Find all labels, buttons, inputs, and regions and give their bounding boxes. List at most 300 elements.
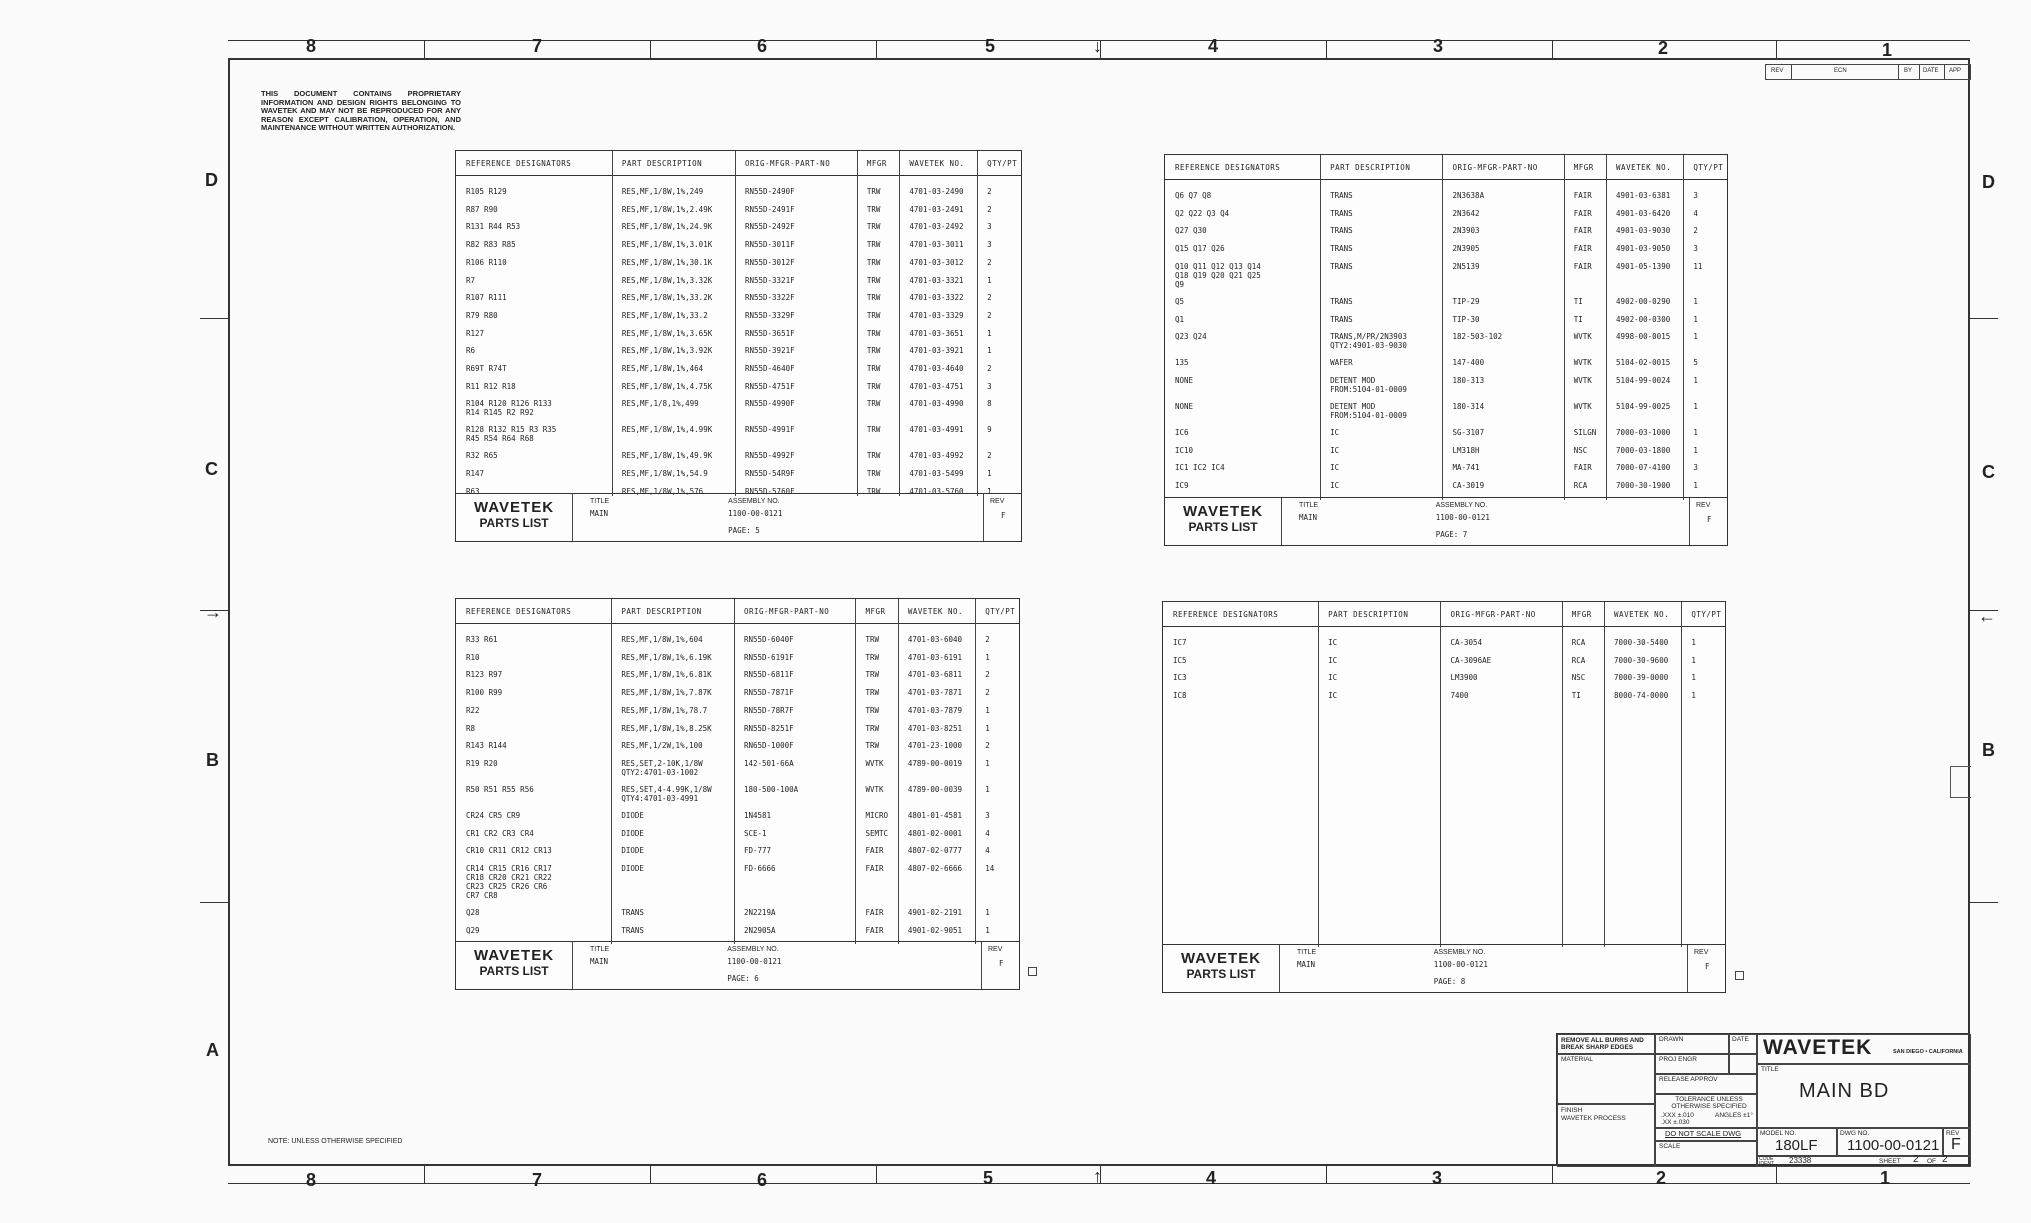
table-cell: 5 [1693,358,1698,368]
tolerance-xxx: .XXX ±.010 [1661,1112,1694,1119]
table-cell: 4701-03-3321 [909,275,964,285]
table-cell: TRANS [1330,191,1353,200]
table-cell: TRANS [1330,314,1353,324]
table-cell: SCE-1 [743,828,767,838]
code-ident-label: CODE IDENT [1759,1156,1774,1167]
table-cell: 4901-02-9051 [907,925,963,935]
do-not-scale-note: DO NOT SCALE DWG [1665,1129,1742,1138]
table-cell: RN55D-3329F [744,310,795,320]
zone-col-5-bottom: 5 [983,1168,994,1188]
table-cell: RN55D-6191F [743,652,794,662]
table-cell: IC6 [1175,427,1189,437]
table-cell: IC [1328,673,1338,683]
tolerance-angles: ANGLES ±1° [1715,1112,1753,1119]
table-cell: 5104-02-0015 [1616,358,1671,368]
table-cell: 3 [987,240,992,250]
table-cell: TRW [866,240,881,250]
assembly-label: ASSEMBLY NO. [727,946,779,953]
table-cell: TRW [866,310,881,320]
table-cell: IC9 [1175,481,1189,490]
zone-col-3-top: 3 [1433,36,1444,56]
table-cell: 2N3642 [1452,208,1480,218]
zone-tick-bottom [650,1166,651,1184]
table-cell: TRW [865,705,879,715]
table-cell: MA-741 [1452,463,1480,473]
table-cell: IC [1330,463,1340,473]
table-cell: 1 [1693,375,1698,385]
table-cell: DIODE [621,846,644,856]
table-cell: RN55D-2492F [744,222,795,232]
table-cell: 135 [1175,358,1189,368]
arrow-left-right: ← [1978,606,1996,626]
table-cell: 2 [987,204,992,214]
table-cell: 4789-00-0019 [907,758,963,768]
table-cell: 1 [985,784,990,794]
table-cell: TRW [866,469,881,479]
table-cell: DETENT MOD FROM:5104-01-0009 [1330,401,1407,420]
column-header: QTY/PT [985,607,1016,616]
table-cell: FAIR [1573,208,1592,218]
table-cell: TI [1571,691,1581,701]
ecn-label: ECN [1834,68,1847,74]
table-cell: R100 R99 [466,688,503,698]
column-header: REFERENCE DESIGNATORS [466,607,572,616]
rev-label: REV [1694,949,1709,956]
table-cell: RN55D-6811F [743,670,794,680]
table-cell: TRW [866,257,881,267]
table-cell: TIP-29 [1452,296,1480,306]
sheet-label: SHEET [1879,1158,1901,1165]
table-cell: RN55D-4640F [744,364,795,373]
table-cell: 4807-02-6666 [907,864,963,873]
brand-name: WAVETEK [1180,950,1262,967]
column-divider [611,599,612,944]
of-label: OF [1927,1158,1937,1165]
table-cell: 7000-39-0000 [1614,673,1669,683]
table-cell: CA-3019 [1452,481,1485,490]
table-cell: CA-3054 [1450,638,1483,647]
title-value: MAIN [590,509,609,518]
table-cell: 1 [1693,481,1698,490]
table-cell: Q15 Q17 Q26 [1175,244,1225,254]
zone-row-a-left: A [206,1040,219,1060]
table-cell: FAIR [1573,463,1592,473]
table-cell: RN55D-7871F [743,688,794,698]
model-no-value: 180LF [1775,1137,1818,1154]
rev-value: F [999,959,1004,968]
table-cell: 1 [1693,332,1698,342]
drawing-title: MAIN BD [1799,1080,1890,1102]
table-cell: IC [1330,445,1340,455]
column-divider [612,151,613,496]
zone-row-b-right: B [1982,740,1995,760]
zone-col-7-bottom: 7 [532,1170,543,1190]
table-cell: RN55D-2491F [744,204,795,214]
table-cell: FAIR [1573,244,1592,254]
parts-list-footer [456,493,1021,541]
table-cell: RN55D-78R7F [743,705,794,715]
column-divider [1318,602,1319,947]
title-label: TITLE [590,498,610,505]
table-cell: R10 [466,652,480,662]
table-cell: 1 [1691,673,1696,683]
table-cell: 2N5139 [1452,261,1480,271]
column-divider [1681,602,1682,947]
table-cell: RES,SET,4-4.99K,1/8W QTY4:4701-03-4991 [621,784,712,803]
rev-label: REV [990,498,1005,505]
table-cell: DIODE [621,810,644,820]
table-cell: IC [1328,638,1338,647]
table-cell: RES,MF,1/8W,1%,7.87K [621,688,712,698]
column-header: WAVETEK NO. [1614,610,1670,619]
zone-col-4-bottom: 4 [1206,1168,1217,1188]
table-cell: R87 R90 [466,204,498,214]
table-cell: RN55D-4751F [744,381,795,391]
table-cell: TRW [866,399,881,409]
tolerance-label: TOLERANCE UNLESS OTHERWISE SPECIFIED [1671,1096,1747,1110]
column-divider [898,599,899,944]
arrow-down-top: ↓ [1093,36,1102,56]
assembly-value: 1100-00-0121 [1433,960,1488,969]
table-cell: IC8 [1173,691,1187,701]
table-cell: 180-500-100A [743,784,799,794]
zone-tick-right [1970,902,1998,903]
column-header: WAVETEK NO. [907,607,963,616]
table-cell: RES,MF,1/8W,1%,78.7 [621,705,708,715]
table-cell: 1 [985,908,990,917]
table-cell: R19 R20 [466,758,498,768]
assembly-value: 1100-00-0121 [727,957,782,966]
title-block [1556,1033,1970,1166]
zone-row-c-left: C [205,459,218,479]
column-header: PART DESCRIPTION [621,159,703,168]
parts-list-label: PARTS LIST [1188,520,1258,534]
rev-label: REV [988,946,1003,953]
table-cell: R104 R120 R126 R133 R14 R145 R2 R92 [466,399,552,418]
table-cell: 5104-99-0024 [1616,375,1671,385]
title-label-tb: TITLE [1761,1066,1779,1073]
zone-tick-top [1776,40,1777,58]
table-cell: Q1 [1175,314,1185,324]
table-cell: 4902-00-0300 [1616,314,1671,324]
table-cell: 4 [1693,208,1698,218]
table-cell: 4902-00-0290 [1616,296,1671,306]
table-cell: DIODE [621,828,644,838]
table-cell: IC7 [1173,638,1187,647]
table-cell: 4901-02-2191 [907,908,963,917]
column-header: ORIG-MFGR-PART-NO [744,159,831,168]
zone-col-1-bottom: 1 [1880,1168,1891,1188]
table-cell: RES,MF,1/8W,1%,3.65K [621,328,713,338]
table-cell: LM318H [1452,445,1480,455]
table-cell: 5104-99-0025 [1616,401,1671,411]
table-cell: R82 R83 R85 [466,240,516,250]
table-cell: TRANS,M/PR/2N3903 QTY2:4901-03-9030 [1330,332,1407,351]
parts-list-sheet [455,598,1020,990]
table-cell: RES,MF,1/8W,1%,604 [621,635,703,644]
table-cell: R123 R97 [466,670,503,680]
page-number: PAGE: 6 [727,974,759,983]
table-cell: TRW [866,486,881,496]
column-header: MFGR [1571,610,1592,619]
table-cell: TRANS [621,925,644,935]
table-cell: R8 [466,723,476,733]
table-cell: 4901-03-9050 [1616,244,1671,254]
table-cell: TRW [866,293,881,303]
code-ident-value: 23338 [1789,1156,1812,1165]
zone-tick-bottom [876,1166,877,1184]
column-header: ORIG-MFGR-PART-NO [743,607,830,616]
table-cell: R32 R65 [466,451,498,461]
table-cell: RES,MF,1/8W,1%,464 [621,364,704,373]
parts-list-header [456,599,1019,624]
column-divider [734,599,735,944]
zone-col-6-bottom: 6 [757,1170,768,1190]
column-header: PART DESCRIPTION [621,607,702,616]
column-divider [857,151,858,496]
zone-tick-top [1326,40,1327,58]
table-cell: 1 [1691,655,1696,665]
table-cell: TI [1573,314,1583,324]
table-cell: R127 [466,328,485,338]
column-header: QTY/PT [987,159,1018,168]
table-cell: 1N4581 [743,810,772,820]
title-label: TITLE [1297,949,1317,956]
brand-location: SAN DIEGO • CALIFORNIA [1893,1049,1963,1055]
table-cell: SG-3107 [1452,427,1485,437]
table-cell: 4701-03-4992 [909,451,964,461]
column-header: REFERENCE DESIGNATORS [466,159,572,168]
table-cell: RN55D-5760F [744,486,795,496]
table-cell: RES,MF,1/8W,1%,249 [621,187,704,196]
table-cell: Q6 Q7 Q8 [1175,191,1212,200]
table-cell: TRW [866,328,881,338]
zone-row-d-right: D [1982,172,1995,192]
rev-label-tb: REV [1946,1130,1960,1137]
table-cell: MICRO [865,810,889,820]
table-cell: TIP-30 [1452,314,1480,324]
zone-col-8-top: 8 [306,36,317,56]
zone-col-2-top: 2 [1658,38,1669,58]
table-cell: 4901-03-6420 [1616,208,1671,218]
table-cell: FAIR [865,864,884,873]
page-number: PAGE: 5 [728,526,760,535]
table-cell: 4701-03-5760 [909,486,964,496]
table-cell: FD-6666 [743,864,776,873]
zone-col-4-top: 4 [1208,36,1219,56]
table-cell: RN55D-3322F [744,293,795,303]
table-cell: Q27 Q30 [1175,226,1207,236]
parts-list-label: PARTS LIST [1186,967,1256,981]
table-cell: 4701-03-2492 [909,222,964,232]
parts-list-label: PARTS LIST [479,516,549,530]
table-cell: 2N2219A [743,908,776,917]
table-cell: 4901-05-1390 [1616,261,1671,271]
table-cell: RN55D-54R9F [744,469,795,479]
table-cell: R147 [466,469,485,479]
table-cell: RES,MF,1/8W,1%,4.75K [621,381,713,391]
drawn-label: DRAWN [1659,1036,1684,1043]
table-cell: TRANS [1330,208,1353,218]
table-cell: WVTK [1573,332,1592,342]
column-header: WAVETEK NO. [1616,163,1672,172]
table-cell: 4701-23-1000 [907,741,963,751]
zone-col-2-bottom: 2 [1656,1168,1667,1188]
table-cell: RN55D-3651F [744,328,795,338]
table-cell: 1 [1691,638,1696,647]
zone-row-b-left: B [206,750,219,770]
table-cell: 2 [1693,226,1698,236]
table-cell: WVTK [1573,375,1592,385]
proj-engr-label: PROJ ENGR [1659,1056,1697,1063]
table-cell: FAIR [865,908,884,917]
zone-col-5-top: 5 [985,36,996,56]
zone-tick-bottom [1552,1166,1553,1184]
table-cell: SILGN [1573,427,1597,437]
table-cell: 9 [987,425,992,435]
brand-name: WAVETEK [473,499,555,516]
table-cell: 3 [1693,463,1698,473]
table-cell: RCA [1571,638,1586,647]
proprietary-note: THIS DOCUMENT CONTAINS PROPRIETARY INFORMATION AND DESIGN RIGHTS BELONGING TO WAVETEK AND MAY NOT BE REPRODUCED FOR ANY REASON EXCEPT CALIBRATION, OPERATION, AND MAINTENANCE WITHOUT WRITTEN AUTHORIZATION. [261,89,461,132]
table-cell: 2 [987,310,992,320]
table-cell: 2 [985,670,990,680]
title-value: MAIN [1297,960,1316,969]
column-divider [1564,155,1565,500]
table-cell: RES,SET,2-10K,1/8W QTY2:4701-03-1002 [621,758,703,777]
assembly-label: ASSEMBLY NO. [1433,949,1486,956]
table-cell: R69T R74T [466,364,507,373]
material-label: MATERIAL [1561,1056,1594,1063]
dwg-no-value: 1100-00-0121 [1847,1137,1940,1154]
table-cell: TRANS [621,908,644,917]
table-cell: IC1 IC2 IC4 [1175,463,1225,473]
zone-tick-top [876,40,877,58]
table-cell: 1 [985,705,990,715]
page-number: PAGE: 7 [1435,530,1468,539]
table-cell: TRANS [1330,226,1353,236]
table-cell: TRW [865,741,879,751]
table-cell: 1 [985,758,990,768]
wavetek-logo [1171,950,1271,981]
table-cell: 3 [1693,244,1698,254]
parts-list-header [456,151,1021,176]
tolerance-xx: .XX ±.030 [1661,1119,1690,1126]
column-divider [1562,602,1563,947]
table-cell: R128 R132 R15 R3 R35 R45 R54 R64 R68 [466,425,557,444]
parts-list-header [1165,155,1727,180]
table-cell: IC [1330,427,1340,437]
table-cell: FAIR [865,846,884,856]
table-cell: TRW [866,187,881,196]
table-cell: FAIR [1573,226,1592,236]
table-cell: CR1 CR2 CR3 CR4 [466,828,534,838]
table-cell: 2N3903 [1452,226,1480,236]
table-cell: TRW [866,275,881,285]
table-cell: WVTK [1573,358,1592,368]
table-cell: 1 [987,346,992,356]
table-cell: RES,MF,1/8W,1%,4.99K [621,425,713,435]
zone-tick-top [1552,40,1553,58]
table-cell: TRW [865,670,879,680]
table-cell: R6 [466,346,476,356]
table-cell: WVTK [865,784,884,794]
rev-value-tb: F [1951,1136,1961,1153]
table-cell: 1 [987,469,992,479]
column-divider [975,599,976,944]
column-divider [1440,602,1441,947]
table-cell: R105 R129 [466,187,507,196]
table-cell: 4701-03-8251 [907,723,963,733]
rev-value: F [1705,962,1710,971]
parts-list-header [1163,602,1725,627]
table-cell: LM3900 [1450,673,1478,683]
table-cell: TRW [866,204,881,214]
table-cell: 147-400 [1452,358,1485,368]
zone-tick-right [1970,318,1998,319]
zone-col-3-bottom: 3 [1432,1168,1443,1188]
table-cell: 1 [1691,691,1696,701]
parts-list-sheet [1164,154,1728,546]
column-divider [977,151,978,496]
zone-tick-left [200,902,228,903]
table-cell: RN55D-3011F [744,240,795,250]
table-cell: 1 [1693,314,1698,324]
parts-list-sheet [1162,601,1726,993]
table-cell: 14 [985,864,995,873]
table-cell: 4701-03-2491 [909,204,964,214]
assembly-value: 1100-00-0121 [728,509,783,518]
column-header: PART DESCRIPTION [1328,610,1409,619]
column-divider [1683,155,1684,500]
table-cell: SEMTC [865,828,889,838]
table-cell: R7 [466,275,476,285]
table-cell: RES,MF,1/8W,1%,33.2 [621,310,708,320]
column-header: QTY/PT [1693,163,1724,172]
table-cell: 180-314 [1452,401,1485,411]
table-cell: IC [1328,655,1338,665]
zone-tick-left [200,318,228,319]
table-cell: 4998-00-0015 [1616,332,1671,342]
table-cell: 7000-03-1000 [1616,427,1671,437]
table-cell: R11 R12 R18 [466,381,516,391]
table-cell: RES,MF,1/8W,1%,54.9 [621,469,708,479]
table-cell: 2 [987,364,992,373]
table-cell: 182-503-102 [1452,332,1503,342]
table-cell: DIODE [621,864,644,873]
arrow-right-left: → [204,602,222,622]
column-header: REFERENCE DESIGNATORS [1175,163,1281,172]
table-cell: CR14 CR15 CR16 CR17 CR18 CR20 CR21 CR22 CR23 CR25 CR26 CR6 CR7 CR8 [466,864,552,900]
table-cell: R50 R51 R55 R56 [466,784,534,794]
table-cell: TRW [865,688,879,698]
table-cell: RES,MF,1/8W,1%,30.1K [621,257,713,267]
table-cell: TRANS [1330,261,1353,271]
table-cell: IC3 [1173,673,1187,683]
table-cell: Q23 Q24 [1175,332,1207,342]
column-divider [1442,155,1443,500]
table-cell: FD-777 [743,846,772,856]
title-value: MAIN [1299,513,1318,522]
table-cell: TRW [866,381,881,391]
edge-tab [1950,766,1971,798]
table-cell: 2N2905A [743,925,776,935]
table-cell: 4701-03-3651 [909,328,964,338]
table-cell: 4701-03-2490 [909,187,964,196]
rev-value: F [1001,511,1006,520]
revision-block [1765,64,1971,80]
table-cell: TRW [866,425,881,435]
